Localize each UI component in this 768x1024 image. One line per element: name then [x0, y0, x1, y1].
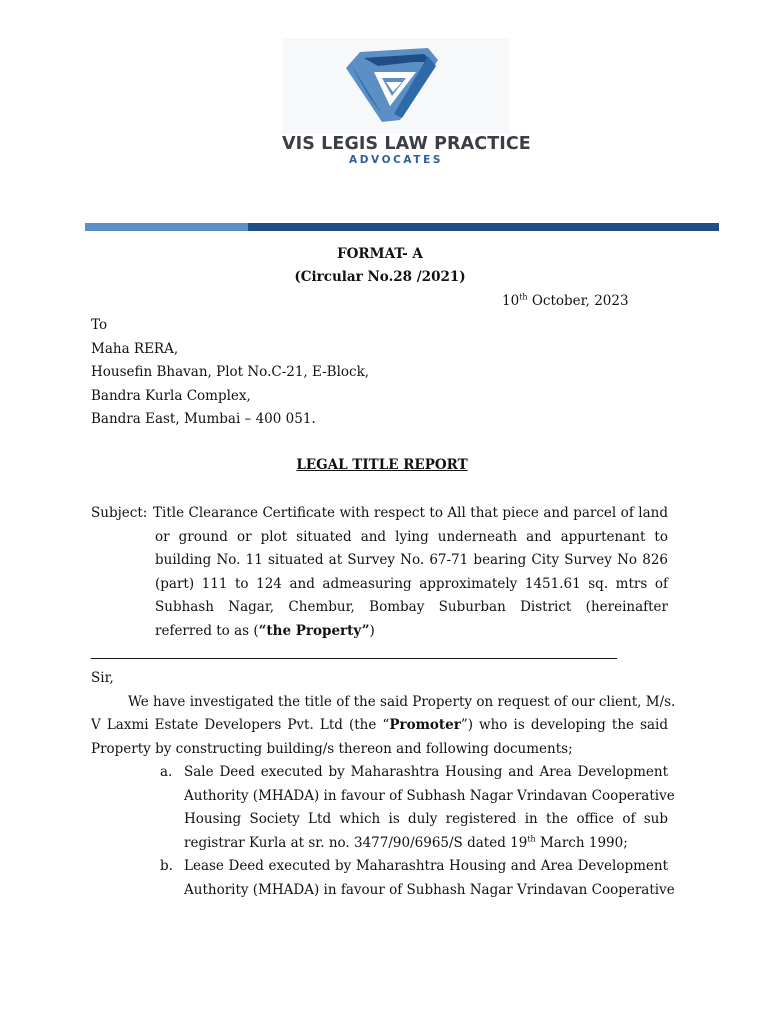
list-item-line: Sale Deed executed by Maharashtra Housing and Area Development — [184, 764, 668, 780]
subject-label: Subject: — [91, 505, 148, 521]
address-line: Housefin Bhavan, Plot No.C-21, E-Block, — [91, 364, 370, 380]
list-item-line: Authority (MHADA) in favour of Subhash Nagar Vrindavan Cooperative — [184, 788, 675, 804]
address-line: Maha RERA, — [91, 341, 179, 357]
subject-last-prefix: referred to as ( — [155, 623, 259, 639]
list-item-line: Authority (MHADA) in favour of Subhash Nagar Vrindavan Cooperative — [184, 882, 675, 898]
list-item-line: Housing Society Ltd which is duly registered in the office of sub — [184, 811, 668, 827]
date-day: 10 — [502, 293, 520, 309]
format-heading: FORMAT- A — [337, 246, 423, 262]
firm-name: VIS LEGIS LAW PRACTICE — [282, 134, 531, 154]
separator-line — [91, 658, 617, 659]
subject-line: Subhash Nagar, Chembur, Bombay Suburban District (hereinafter — [155, 599, 668, 615]
subject-line: (part) 111 to 124 and admeasuring approximately 1451.61 sq. mtrs of — [155, 576, 668, 592]
address-to: To — [91, 317, 108, 333]
list-marker: a. — [160, 764, 173, 780]
salutation: Sir, — [91, 670, 114, 686]
subject-line: Title Clearance Certificate with respect to All that piece and parcel of land — [153, 505, 668, 521]
list-item-last-line — [184, 833, 628, 853]
doc-a-last-prefix: registrar Kurla at sr. no. 3477/90/6965/S dated 19 — [184, 835, 528, 851]
report-title: LEGAL TITLE REPORT — [296, 457, 468, 473]
address-line: Bandra East, Mumbai – 400 051. — [91, 411, 316, 427]
firm-logo — [282, 38, 531, 172]
subject-line: or ground or plot situated and lying underneath and appurtenant to — [155, 529, 668, 545]
date-suffix: th — [519, 292, 528, 302]
address-line: Bandra Kurla Complex, — [91, 388, 251, 404]
subject-last-line — [155, 621, 375, 641]
header-rule-light — [85, 223, 248, 231]
letter-date — [502, 291, 629, 311]
body-line2-prefix: V Laxmi Estate Developers Pvt. Ltd (the “ — [91, 717, 390, 733]
body-line2-suffix: ”) who is developing the said — [460, 717, 669, 733]
list-item-line: Lease Deed executed by Maharashtra Housing and Area Development — [184, 858, 668, 874]
list-marker: b. — [160, 858, 173, 874]
date-rest: October, 2023 — [527, 293, 629, 309]
circular-heading: (Circular No.28 /2021) — [294, 269, 466, 285]
body-line: Property by constructing building/s thereon and following documents; — [91, 741, 573, 757]
promoter-term: Promoter — [389, 717, 461, 733]
subject-line: building No. 11 situated at Survey No. 67-71 bearing City Survey No 826 — [155, 552, 668, 568]
body-line — [91, 715, 668, 735]
subject-last-suffix: ) — [369, 623, 375, 639]
header-rule-bar — [85, 223, 719, 231]
doc-a-last-sup: th — [527, 834, 536, 844]
the-property-term: “the Property” — [258, 623, 370, 639]
firm-subtitle: ADVOCATES — [348, 154, 444, 166]
header-rule-dark — [248, 223, 719, 231]
triangle-play-logo-icon — [282, 38, 510, 134]
doc-a-last-suffix: March 1990; — [535, 835, 628, 851]
body-line: We have investigated the title of the said Property on request of our client, M/s. — [128, 694, 676, 710]
